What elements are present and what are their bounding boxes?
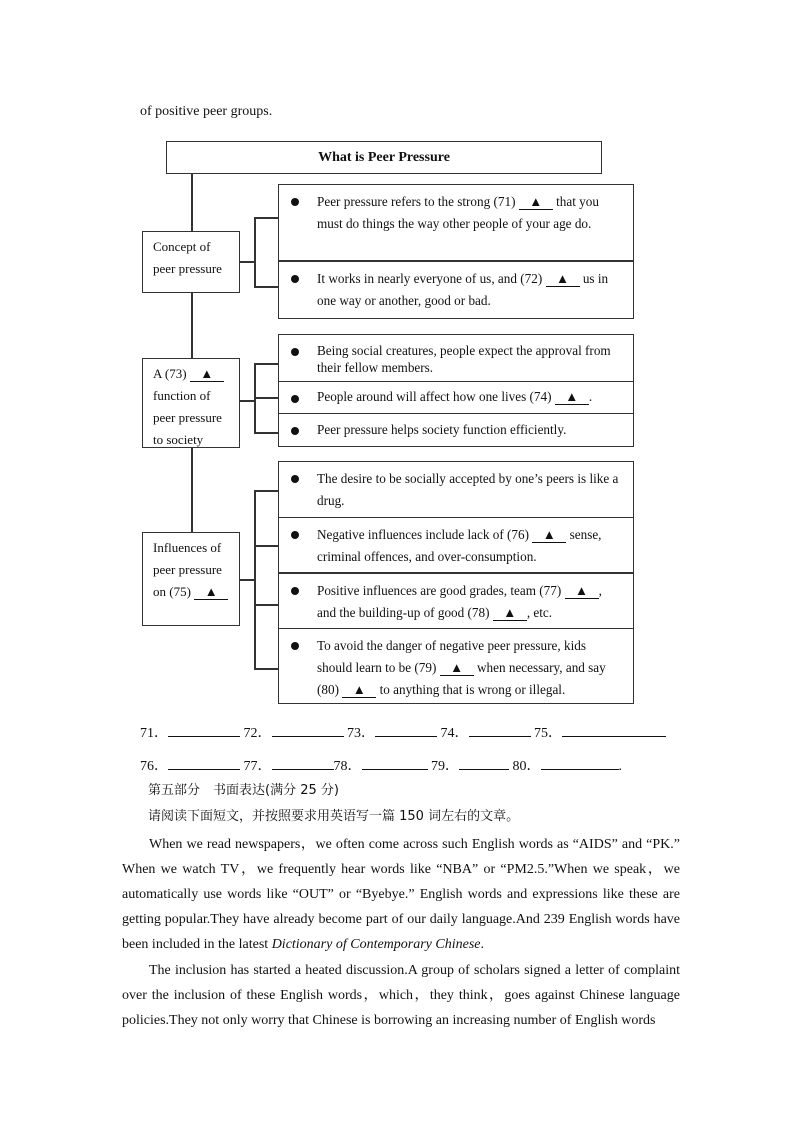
answer-field-76[interactable] xyxy=(168,755,240,770)
branch-3-h xyxy=(240,579,254,581)
intro-fragment: of positive peer groups. xyxy=(140,104,273,119)
item-79-80: To avoid the danger of negative peer pressure, kids should learn to be (79) ▲ when necessary, and say (80) ▲ to anything that is wrong or illegal. xyxy=(278,628,634,704)
answer-label-79: 79． xyxy=(431,759,459,774)
item-74: People around will affect how one lives (74) ▲ . xyxy=(278,381,634,414)
item-72: It works in nearly everyone of us, and (72) ▲ us in one way or another, good or bad. xyxy=(278,261,634,319)
blank-78[interactable]: ▲ xyxy=(493,606,527,621)
bullet-icon xyxy=(291,198,299,206)
bullet-icon xyxy=(291,275,299,283)
blank-74[interactable]: ▲ xyxy=(555,390,589,405)
category-influences: Influences of peer pressure on (75) ▲ xyxy=(142,532,240,626)
answer-field-73[interactable] xyxy=(375,722,437,737)
answer-field-72[interactable] xyxy=(272,722,344,737)
answer-label-77: 77． xyxy=(243,759,272,774)
branch-3-a xyxy=(254,490,279,492)
answer-field-78[interactable] xyxy=(362,755,428,770)
answer-field-74[interactable] xyxy=(469,722,531,737)
blank-73[interactable]: ▲ xyxy=(190,367,224,382)
branch-1-h xyxy=(240,261,254,263)
item-77-78: Positive influences are good grades, team (77) ▲ , and the building-up of good (78) ▲ , etc. xyxy=(278,573,634,629)
answer-row-1 xyxy=(140,722,700,742)
answer-field-77[interactable] xyxy=(272,755,334,770)
blank-72[interactable]: ▲ xyxy=(546,272,580,287)
answer-field-80[interactable] xyxy=(541,755,619,770)
branch-1-v xyxy=(254,217,256,286)
answer-label-72: 72． xyxy=(243,726,272,741)
branch-3-b xyxy=(254,545,279,547)
blank-75[interactable]: ▲ xyxy=(194,585,228,600)
bullet-icon xyxy=(291,531,299,539)
branch-1-a xyxy=(254,217,279,219)
connector-trunk-3 xyxy=(191,448,193,532)
branch-2-a xyxy=(254,363,279,365)
branch-3-c xyxy=(254,604,279,606)
blank-79[interactable]: ▲ xyxy=(440,661,474,676)
branch-3-d xyxy=(254,668,279,670)
blank-80[interactable]: ▲ xyxy=(342,683,376,698)
answer-row-2: 76． 77． 78． 79． 80． . xyxy=(140,755,700,775)
category-function: A (73) ▲ function of peer pressure to society xyxy=(142,358,240,448)
branch-3-v xyxy=(254,490,256,668)
bullet-icon xyxy=(291,427,299,435)
answer-field-71[interactable] xyxy=(168,722,240,737)
connector-trunk-2 xyxy=(191,293,193,359)
answer-label-74: 74． xyxy=(440,726,469,741)
section-instruction: 请阅读下面短文，并按照要求用英语写一篇 150 词左右的文章。 xyxy=(148,809,520,824)
section-heading: 第五部分 书面表达(满分 25 分) xyxy=(148,783,339,798)
bullet-icon xyxy=(291,475,299,483)
branch-2-h xyxy=(240,400,254,402)
item-desire: The desire to be socially accepted by one’s peers is like a drug. xyxy=(278,461,634,518)
branch-2-b xyxy=(254,397,279,399)
item-76: Negative influences include lack of (76) ▲ sense, criminal offences, and over-consumption. xyxy=(278,517,634,573)
answer-label-71: 71． xyxy=(140,726,168,741)
item-71: Peer pressure refers to the strong (71) ▲ that you must do things the way other people of your age do. xyxy=(278,184,634,261)
answer-label-73: 73． xyxy=(347,726,375,741)
bullet-icon xyxy=(291,587,299,595)
bullet-icon xyxy=(291,642,299,650)
answer-field-79[interactable] xyxy=(459,755,509,770)
blank-71[interactable]: ▲ xyxy=(519,195,553,210)
blank-77[interactable]: ▲ xyxy=(565,584,599,599)
answer-label-75: 75． xyxy=(534,726,562,741)
answer-label-76: 76． xyxy=(140,759,168,774)
paragraph-1: When we read newspapers，we often come across such English words as “AIDS” and “PK.” When we watch TV，we frequently hear words like “NBA” or “PM2.5.”When we speak，we automatically use words like “OUT” or “Byebye.” English words and expressions like these are getting popular.They have already become part of our daily language.And 239 English words have been included in the latest Dictionary of Contemporary Chinese. xyxy=(122,837,680,952)
item-social-creatures: Being social creatures, people expect the approval from their fellow members. xyxy=(278,334,634,382)
branch-2-c xyxy=(254,432,279,434)
category-concept: Concept of peer pressure xyxy=(142,231,240,293)
blank-76[interactable]: ▲ xyxy=(532,528,566,543)
answer-label-80: 80． xyxy=(512,759,541,774)
paragraph-2: The inclusion has started a heated discussion.A group of scholars signed a letter of complaint over the inclusion of these English words，which，they think，goes against Chinese language policies.They not only worry that Chinese is borrowing an increasing number of English words xyxy=(122,963,680,1028)
answer-label-78: 78． xyxy=(333,759,362,774)
connector-trunk-1 xyxy=(191,174,193,231)
item-function-efficiently: Peer pressure helps society function efficiently. xyxy=(278,413,634,447)
answer-field-75[interactable] xyxy=(562,722,666,737)
branch-1-b xyxy=(254,286,279,288)
bullet-icon xyxy=(291,395,299,403)
bullet-icon xyxy=(291,348,299,356)
diagram-title: What is Peer Pressure xyxy=(166,141,602,174)
